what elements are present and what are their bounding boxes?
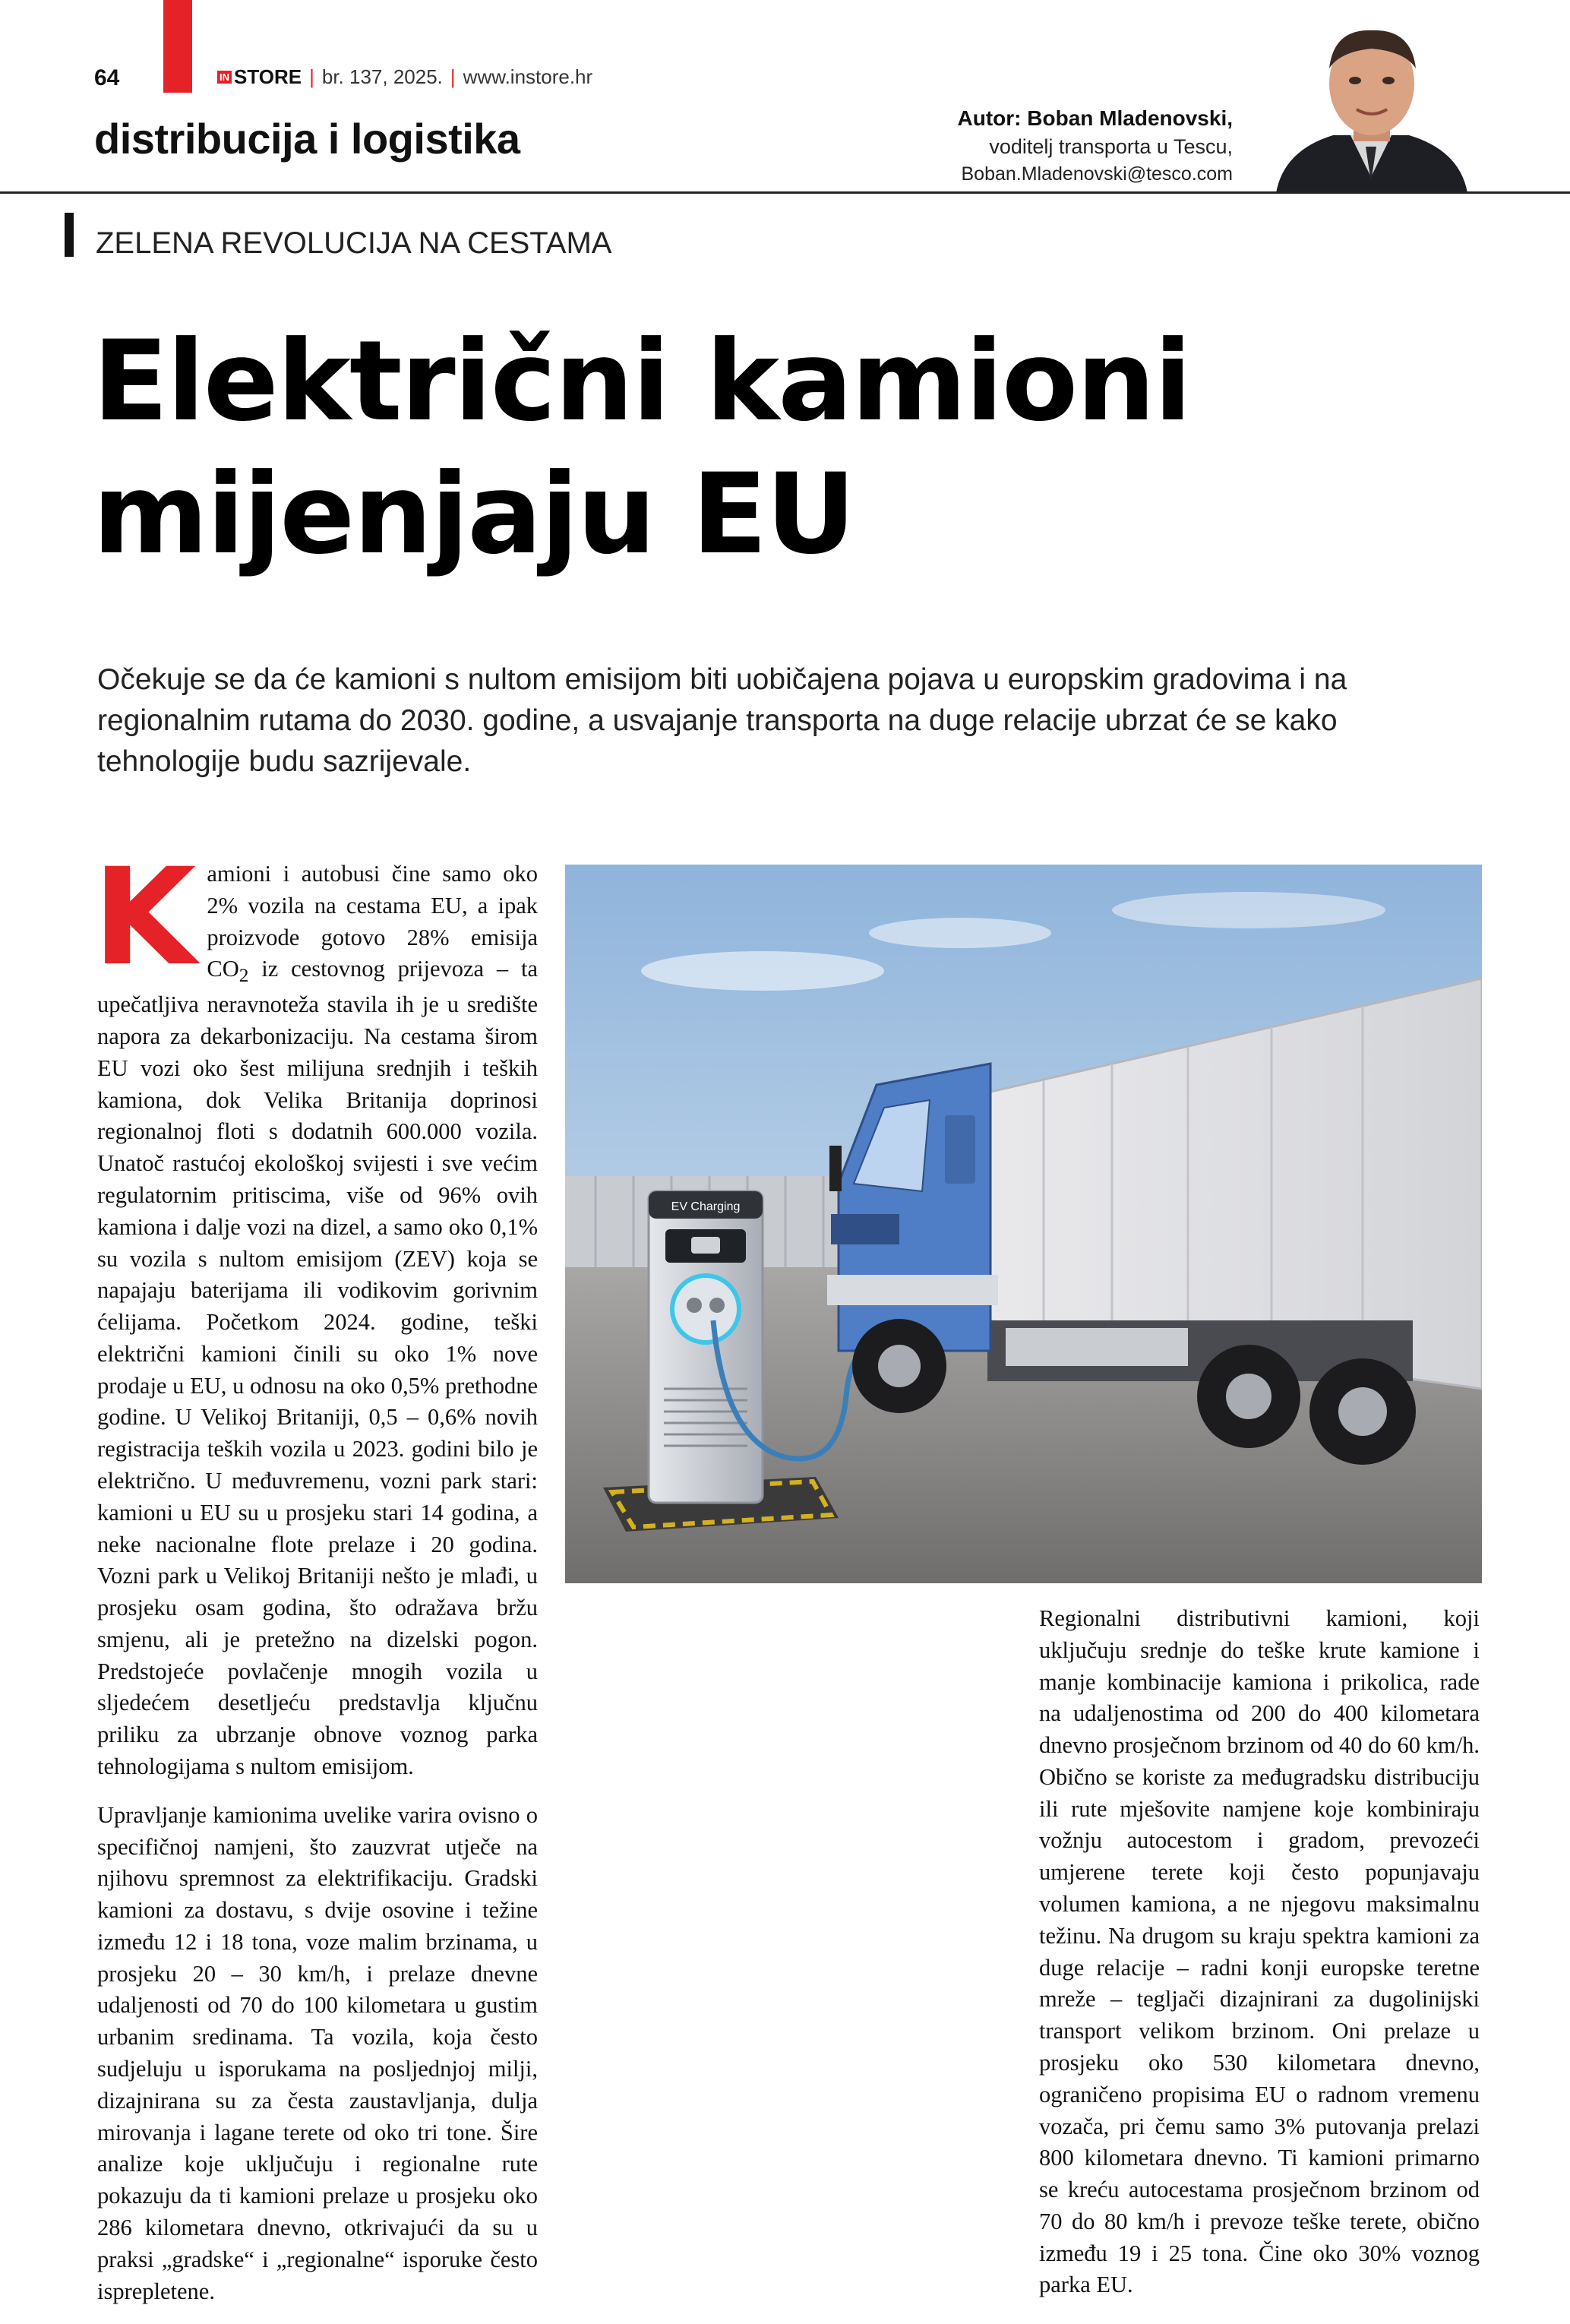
header-divider [0,191,1570,194]
author-role: voditelj transporta u Tescu, [989,135,1233,158]
article-headline [93,315,1505,581]
kicker-bar [65,213,74,257]
body-column-1 [93,839,538,2324]
red-header-tab [163,0,192,93]
body-paragraph-2: Upravljanje kamionima uvelike varira ovisno o specifičnoj namjeni, što zauzvrat utječe na njihovu spremnost za elektrifikaciju. Gradski kamioni za dostavu, s dvije osovine i težine između 12 i 18 tona, voze malim brzinama, u prosjeku 20 – 30 km/h, i prelaze dnevne udaljenosti od 70 do 100 kilometara u gustim urbanim sredinama. Ta vozila, koja često sudjeluju u isporukama na posljednjoj milji, dizajnirana su za česta zaustavljanja, dulja mirovanja i lagane terete od oko tri tone. Šire analize koje uključuju i regionalne rute pokazuju da ti kamioni prelaze u prosjeku oko 286 kilometara dnevno, otkrivajući da su u praksi „gradske“ i „regionalne“ isporuke često isprepletene. [97,1801,538,2304]
author-email[interactable]: Boban.Mladenovski@tesco.com [961,163,1233,185]
issue-number: br. 137, 2025. [321,65,443,88]
station-label: EV Charging [671,1200,741,1213]
website-link[interactable]: www.instore.hr [463,65,593,88]
body-paragraph-3: Regionalni distributivni kamioni, koji uključuju srednje do teške krute kamione i manje kombinacije kamiona i prikolica, rade na udaljenostima od 200 do 400 kilometara dnevno prosječnom brzinom od 40 do 60 km/h. Obično se koriste za međugradsku distribuciju ili rute mješovite namjene koje kombiniraju vožnju autocestom i gradom, prevozeći umjerene terete koji često popunjavaju volumen kamiona, a ne njegovu maksimalnu težinu. Na drugom su kraju spektra kamioni za duge relacije – radni konji europske teretne mreže – tegljači dizajnirani za dugolinijski transport velikom brzinom. Oni prelaze u prosjeku oko 530 kilometara dnevno, ograničeno propisima EU o radnom vremenu vozača, pri čemu samo 3% putovanja prelazi 800 kilometara dnevno. Ti kamioni primarno se kreću autocestama prosječnom brzinom od 70 do 80 km/h i prevoze teške terete, obično između 19 i 25 tona. Čine oko 30% voznog parka EU. [1039,1605,1480,2298]
body-paragraph-1: Kamioni i autobusi čine samo oko 2% vozila na cestama EU, a ipak proizvode gotovo 28% emisija $CO_2$ iz cestovnog prijevoza – ta upečatljiva neravnoteža stavila ih je u središte napora za dekarbonizaciju. Na cestama širom EU vozi oko šest milijuna srednjih i teških kamiona, dok Velika Britanija doprinosi regionalnoj floti s dodatnih 600.000 vozila. Unatoč rastućoj ekološkoj svijesti i sve većim regulatornim pritiscima, više od 96% ovih kamiona i dalje vozi na dizel, a samo oko 0,1% su vozila s nultom emisijom (ZEV) koja se napajaju baterijama ili vodikovim gorivnim ćelijama. Početkom 2024. godine, teški električni kamioni činili su oko 1% nove prodaje u EU, u odnosu na oko 0,5% prethodne godine. U Velikoj Britaniji, 0,5 – 0,6% novih registracija teških vozila u 2023. godini bilo je električno. U međuvremenu, vozni park stari: kamioni u EU su u prosjeku stari 14 godina, a neke nacionalne flote prelaze i 20 godina. Vozni park u Velikoj Britaniji nešto je mlađi, u prosjeku osam godina, što odražava bržu smjenu, ali je pretežno na dizelski pogon. Predstojeće povlačenje mnogih vozila u sljedećem desetljeću predstavlja ključnu priliku za ubrzanje obnove voznog parka tehnologijama s nultom emisijom. [93,839,538,1779]
brand-in-badge: IN [217,71,232,84]
author-name: Autor: Boban Mladenovski, [957,106,1233,130]
article-kicker: ZELENA REVOLUCIJA NA CESTAMA [96,226,612,260]
drop-cap: K [93,839,197,995]
article-lead: Očekuje se da će kamioni s nultom emisijom biti uobičajena pojava u europskim gradovima i na regionalnim rutama do 2030. godine, a usvajanje transporta na duge relacije ubrzat će se kako tehnologije budu sazrijevale. [97,663,1347,778]
body-column-3 [1039,1603,1480,2318]
publication-masthead: IN STORE | br. 137, 2025. | www.instore.hr [217,65,592,89]
brand-store: STORE [234,65,302,88]
author-portrait [1261,21,1481,193]
headline-line-1: Električni kamioni [93,317,1191,446]
author-block [958,106,1233,185]
section-title: distribucija i logistika [94,115,520,163]
page-number: 64 [94,65,120,90]
ev-truck-charging-photo [565,865,1482,1583]
headline-line-2: mijenjaju EU [93,450,854,580]
